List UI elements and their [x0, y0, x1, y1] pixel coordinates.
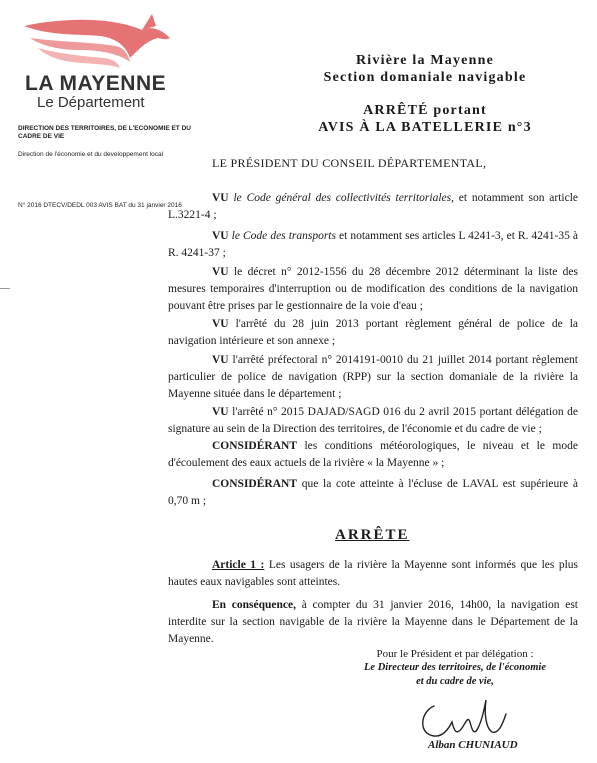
consideration-7: CONSIDÉRANT les conditions météorologiques, le niveau et le mode d'écoulement des eaux actuels de la rivière « la Mayenne » ;: [168, 440, 578, 469]
sidebar-sub-direction: Direction de l'économie et du developpement local: [18, 151, 164, 158]
logo-subtitle: Le Département: [37, 94, 145, 111]
sidebar-direction: DIRECTION DES TERRITOIRES, DE L'ECONOMIE ET DU CADRE DE VIE: [18, 125, 191, 140]
header-section: Section domaniale navigable: [323, 70, 527, 85]
consideration-4: VU l'arrêté du 28 juin 2013 portant règlement général de police de la navigation intérieure et son annexe ;: [168, 318, 578, 347]
article-1: Article 1 : Les usagers de la rivière la Mayenne sont informés que les plus hautes eaux navigables sont atteintes.: [168, 559, 578, 588]
header-avis: AVIS À LA BATELLERIE n°3: [318, 120, 532, 135]
sidebar-reference: N° 2016 DTECV/DEDL 003 AVIS BAT du 31 janvier 2016: [18, 202, 182, 209]
director-title: Le Directeur des territoires, de l'économie: [364, 662, 546, 673]
consideration-3: VU le décret n° 2012-1556 du 28 décembre 2012 déterminant la liste des mesures temporaires d'interruption ou de modification des conditions de la navigation pouvant être prises par le gestionnaire de la voie d'eau ;: [168, 266, 578, 312]
delegation-line: Pour le Président et par délégation :: [376, 648, 534, 660]
consideration-6: VU l'arrêté n° 2015 DAJAD/SAGD 016 du 2 avril 2015 portant délégation de signature au sein de la Direction des territoires, de l'économie et du cadre de vie ;: [168, 406, 578, 435]
signature-block: [330, 647, 580, 689]
consequence: En conséquence, à compter du 31 janvier 2016, 14h00, la navigation est interdite sur la section navigable de la rivière la Mayenne dans le Département de la Mayenne.: [168, 599, 578, 645]
signer-name: Alban CHUNIAUD: [428, 739, 518, 751]
mayenne-horse-logo: [20, 8, 180, 72]
logo-title: LA MAYENNE: [25, 72, 167, 95]
president-line: LE PRÉSIDENT DU CONSEIL DÉPARTEMENTAL,: [212, 156, 487, 170]
consideration-2: VU le Code des transports et notamment ses articles L 4241-3, et R. 4241-35 à R. 4241-37 ;: [168, 230, 578, 259]
consideration-5: VU l'arrêté préfectoral n° 2014191-0010 du 21 juillet 2014 portant règlement particulier de police de navigation (RPP) sur la section domaniale de la rivière la Mayenne située dans le département ;: [168, 354, 578, 400]
document-header: [280, 52, 570, 136]
consideration-1: VU le Code général des collectivités territoriales, et notamment son article L.3221-4 ;: [168, 192, 578, 221]
director-title-2: et du cadre de vie,: [416, 676, 494, 687]
consideration-8: CONSIDÉRANT que la cote atteinte à l'écluse de LAVAL est supérieure à 0,70 m ;: [168, 478, 578, 507]
arrete-title: ARRÊTE: [335, 527, 410, 543]
handwritten-signature: [412, 692, 522, 742]
header-arrete: ARRÊTÉ portant: [363, 103, 487, 118]
header-river: Rivière la Mayenne: [356, 53, 494, 68]
fold-mark: [0, 288, 10, 289]
